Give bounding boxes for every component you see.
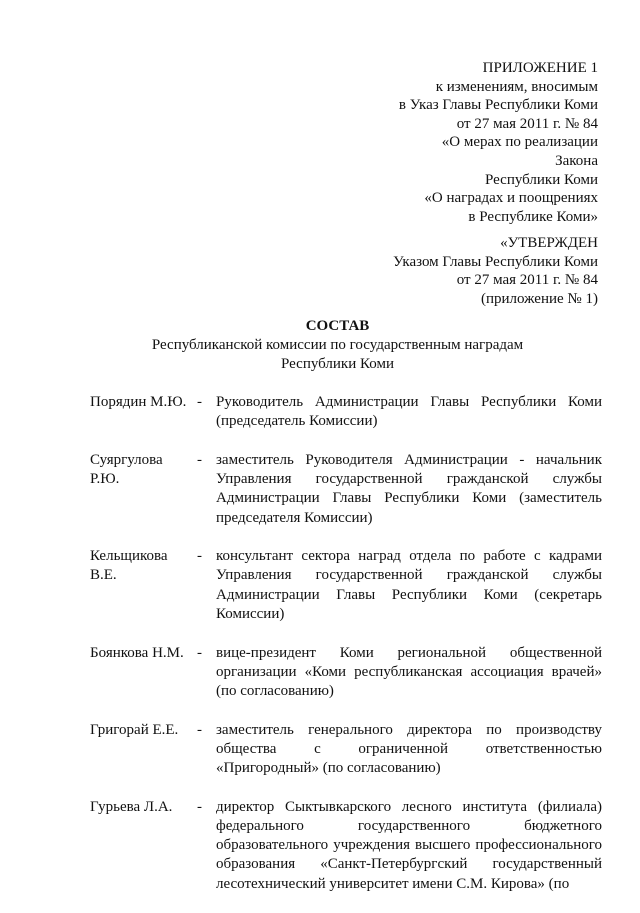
member-role-line: Управления государственной гражданской службы [216,471,602,488]
member-name: Гурьева Л.А. [90,798,173,815]
member-role-line: директор Сыктывкарского лесного института (филиала) [216,798,602,815]
appendix-header [399,59,598,226]
member-role [216,547,602,624]
member-role-line: Администрации Главы Республики Коми (заместитель [216,490,602,507]
member-entry [90,451,602,528]
appendix-line: Закона [555,152,598,169]
appendix-line: в Республике Коми» [468,208,598,225]
member-dash: - [197,798,202,815]
member-entry [90,393,602,431]
member-name: Суяргулова Р.Ю. [90,451,163,488]
member-role-line: председателя Комиссии) [216,509,373,526]
member-role-line: (по согласованию) [216,682,334,699]
title-subtitle-line: Республиканской комиссии по государственным наградам [151,337,524,353]
appendix-line: ПРИЛОЖЕНИЕ 1 [482,60,598,76]
member-entry [90,798,602,894]
member-entry [90,721,602,779]
approved-line: (приложение № 1) [480,290,598,307]
member-dash: - [197,548,202,565]
title-main: СОСТАВ [305,318,370,334]
approval-stamp-text [393,234,598,308]
approved-line: Указом Главы Республики Коми [393,253,598,270]
document-title [0,317,640,374]
member-role-line: образования «Санкт-Петербургский государственный [216,856,602,873]
member-role-line: «Пригородный» (по согласованию) [216,760,441,777]
member-role [216,721,602,779]
member-role-line: общества с ограниченной ответственностью [216,740,602,757]
member-role [216,798,602,894]
member-role-line: Администрации Главы Республики Коми (секретарь [216,586,602,603]
member-entry [90,644,602,702]
member-role-line: заместитель генерального директора по производству [216,721,602,738]
member-role-line: федерального государственного бюджетного [216,817,602,834]
member-name: Боянкова Н.М. [90,644,184,661]
member-role-line: Руководитель Администрации Главы Республики Коми [216,394,602,410]
member-name: Кельщикова В.Е. [90,548,168,584]
commission-members-list [90,393,602,913]
appendix-line: от 27 мая 2011 г. № 84 [456,115,598,132]
member-role-line: Управления государственной гражданской службы [216,567,602,584]
appendix-line: «О наградах и поощрениях [424,190,598,207]
appendix-line: «О мерах по реализации [441,134,598,151]
member-role [216,644,602,702]
appendix-line: Республики Коми [485,171,598,188]
member-role-line: образовательного учреждения высшего профессионального [216,837,602,854]
member-dash: - [197,644,202,661]
appendix-line: в Указ Главы Республики Коми [398,97,598,114]
member-role-line: организации «Коми республиканская ассоциация врачей» [216,663,602,680]
approved-line: «УТВЕРЖДЕН [500,235,598,251]
member-role-line: заместитель Руководителя Администрации - начальник [216,451,602,468]
member-role-line: консультант сектора наград отдела по работе с кадрами [216,548,602,565]
member-role [216,393,602,431]
appendix-line: к изменениям, вносимым [435,78,598,95]
member-name: Григорай Е.Е. [90,721,179,738]
member-role [216,451,602,528]
member-role-line: Комиссии) [216,605,285,622]
member-dash: - [197,451,202,468]
member-dash: - [197,394,202,410]
member-role-line: вице-президент Коми региональной общественной [216,644,602,661]
member-role-line: лесотехнический университет имени С.М. Кирова» (по [216,875,570,892]
member-name: Порядин М.Ю. [90,394,187,410]
member-role-line: (председатель Комиссии) [216,413,378,430]
member-dash: - [197,721,202,738]
member-entry [90,547,602,624]
approved-line: от 27 мая 2011 г. № 84 [456,272,598,289]
title-subtitle-line: Республики Коми [281,356,394,372]
